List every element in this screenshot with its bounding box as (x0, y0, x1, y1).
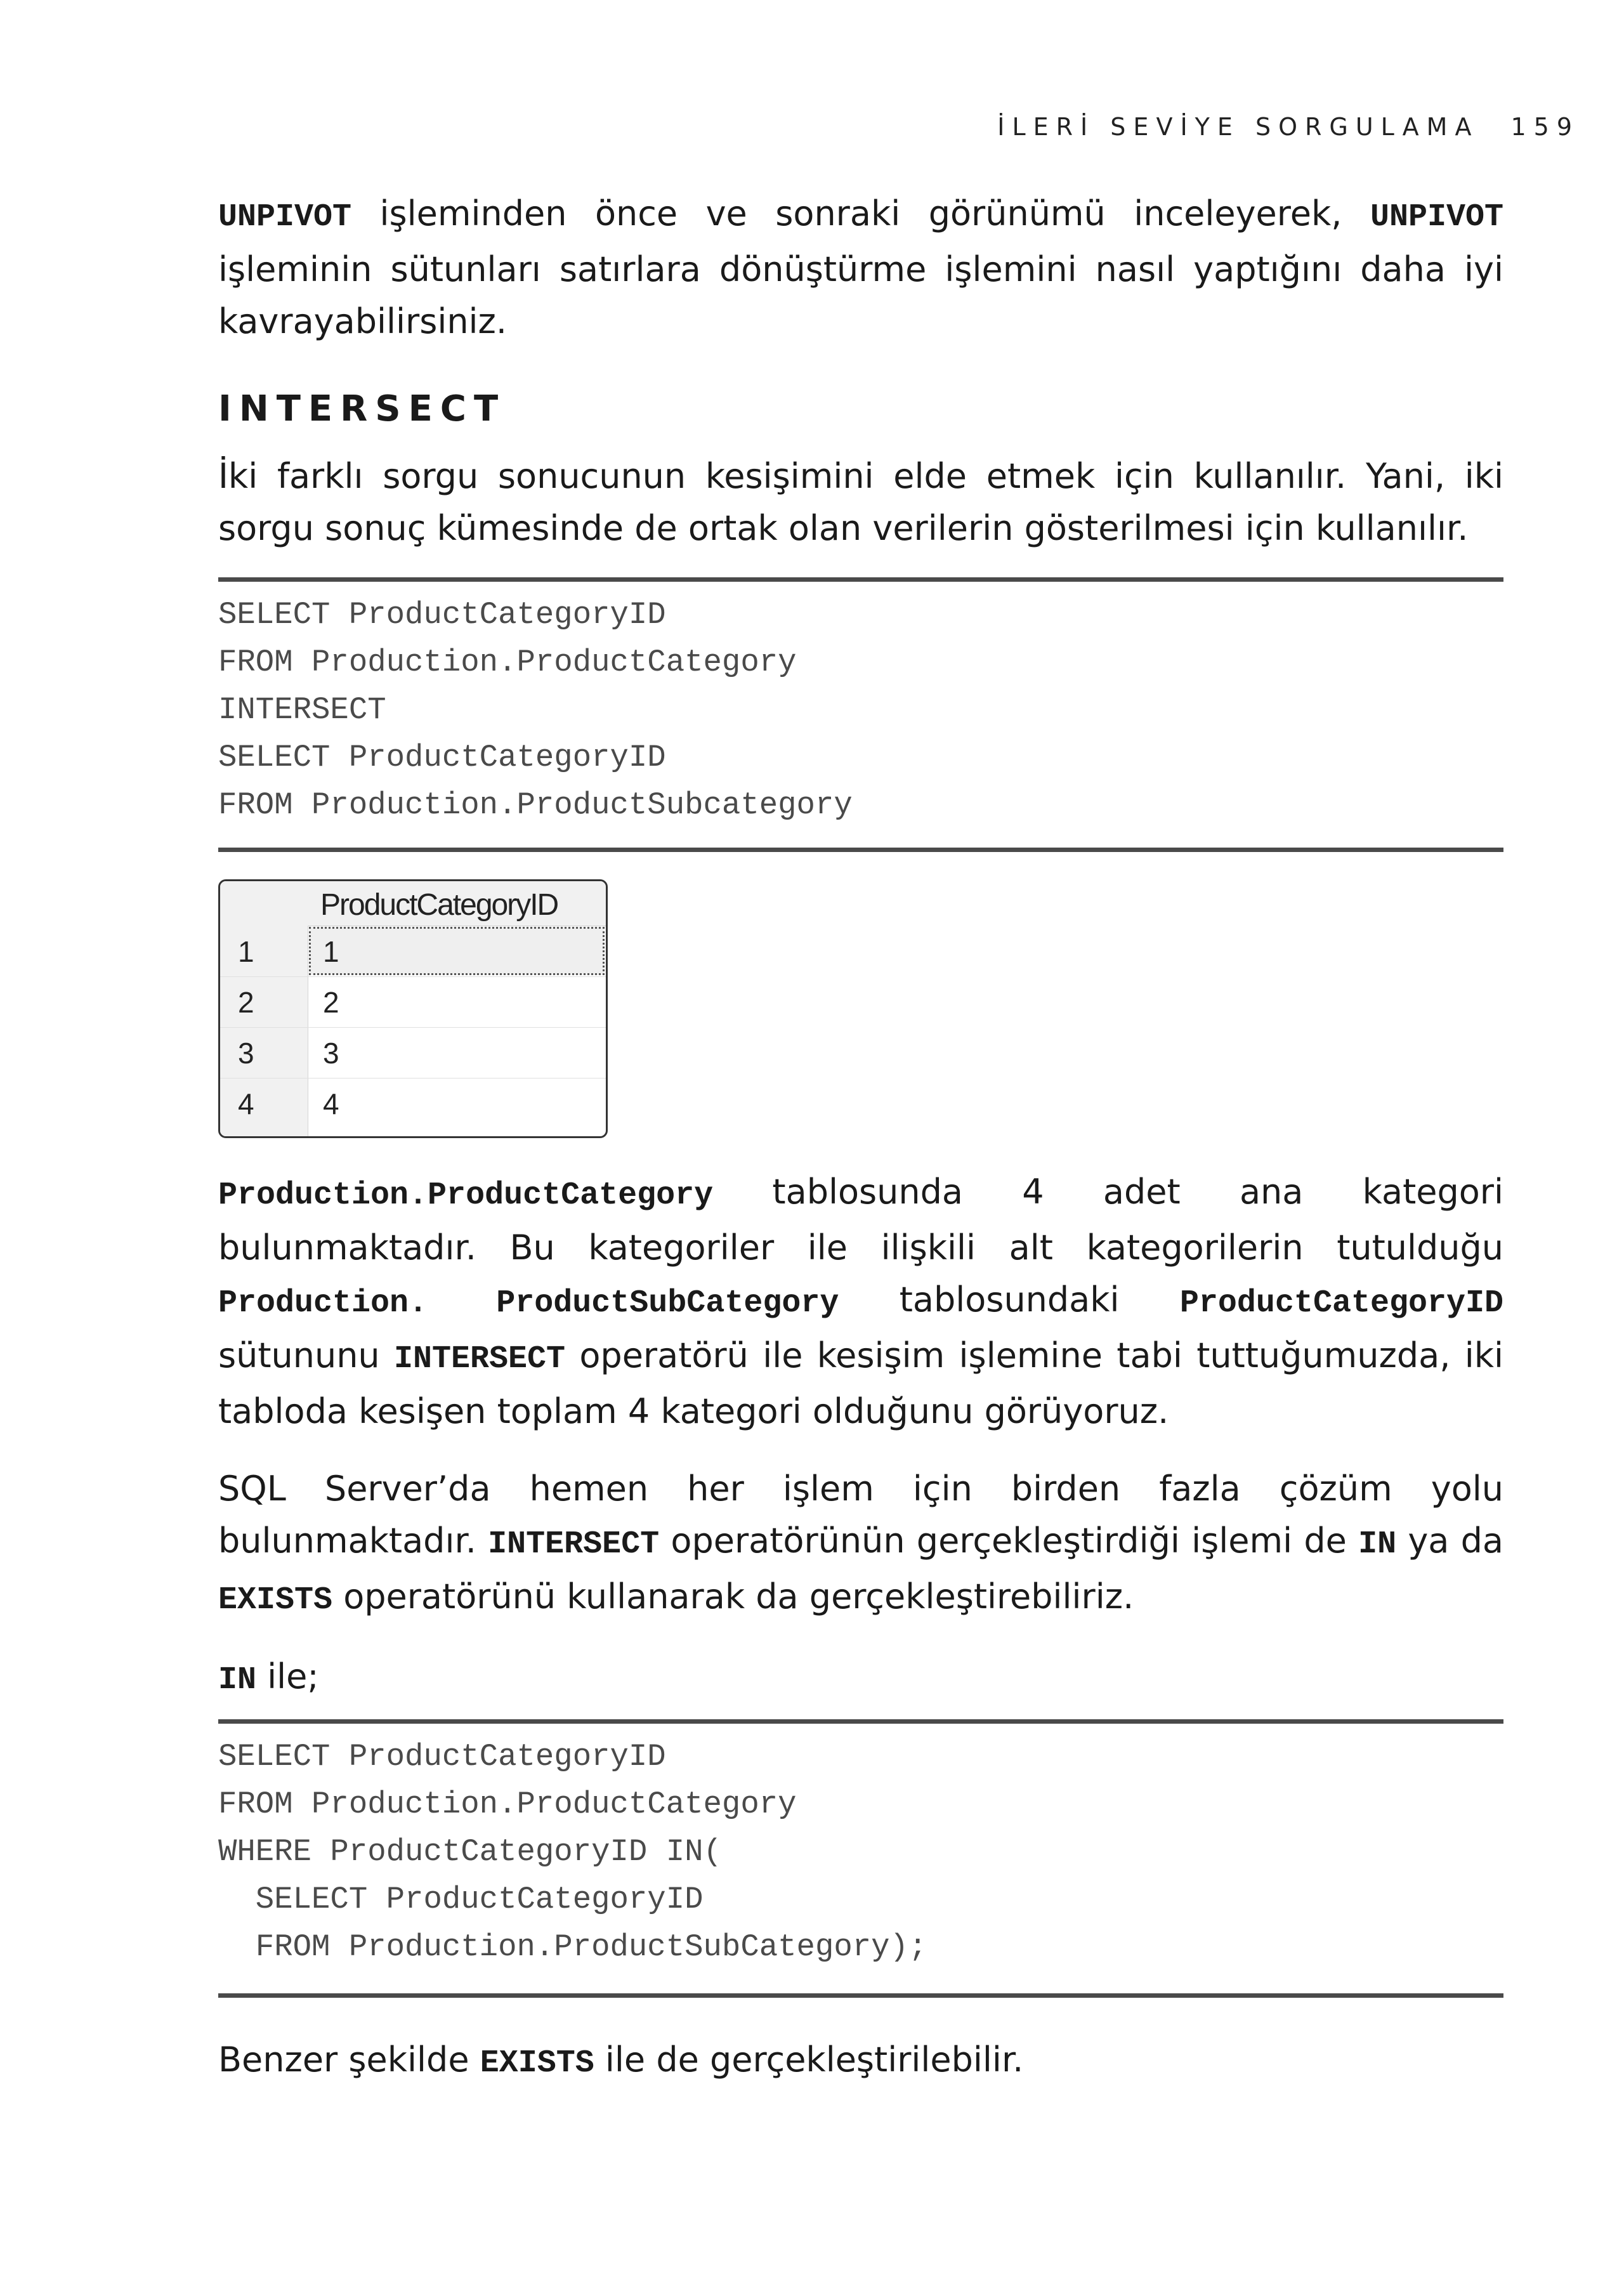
closing-paragraph (218, 2034, 1503, 2090)
inline-code: IN (1358, 1526, 1397, 1563)
inline-code: UNPIVOT (218, 199, 352, 235)
code-line: INTERSECT (218, 692, 386, 728)
inline-code: Production.ProductCategory (218, 1177, 714, 1214)
code-line: FROM Production.ProductCategory (218, 645, 797, 680)
code-rule-top (218, 1719, 1503, 1724)
in-label (218, 1651, 1503, 1707)
inline-code: INTERSECT (394, 1341, 566, 1377)
selected-cell[interactable] (309, 927, 605, 975)
section-heading: INTERSECT (218, 388, 506, 429)
paragraph-text: işleminden önce ve sonraki görünümü inceleyerek, (351, 193, 1370, 233)
code-line: FROM Production.ProductSubCategory); (218, 1929, 927, 1965)
inline-code: ProductCategoryID (1179, 1285, 1503, 1321)
code-rule-top (218, 577, 1503, 582)
inline-code: IN (218, 1662, 257, 1698)
inline-code: EXISTS (480, 2045, 594, 2082)
alternatives-paragraph (218, 1463, 1503, 1627)
code-rule-bottom (218, 848, 1503, 852)
code-block-intersect (218, 591, 1503, 829)
grid-header (220, 881, 606, 926)
paragraph-text: operatörünü kullanarak da gerçekleştirebiliriz. (332, 1577, 1134, 1616)
inline-code: UNPIVOT (1370, 199, 1503, 235)
running-title: İLERİ SEVİYE SORGULAMA (997, 113, 1479, 141)
code-line: FROM Production.ProductSubcategory (218, 787, 853, 823)
intro-paragraph (218, 188, 1503, 348)
paragraph-text: ya da (1396, 1521, 1503, 1561)
paragraph-text: operatörü ile kesişim işlemine tabi tuttuğumuzda, iki tabloda kesişen toplam 4 kategori olduğunu görüyoruz. (218, 1335, 1503, 1431)
code-line: SELECT ProductCategoryID (218, 1882, 704, 1917)
paragraph-text: ile de gerçekleştirilebilir. (594, 2040, 1024, 2080)
page-number: 159 (1510, 113, 1580, 141)
paragraph-text: operatörünün gerçekleştirdiği işlemi de (659, 1521, 1359, 1561)
grid-row[interactable] (220, 976, 606, 1028)
code-line: FROM Production.ProductCategory (218, 1787, 797, 1822)
cell-value: 4 (323, 1087, 339, 1120)
inline-code: Production. ProductSubCategory (218, 1285, 839, 1321)
row-number: 1 (238, 935, 254, 968)
grid-row[interactable] (220, 926, 606, 977)
grid-row[interactable] (220, 1078, 606, 1129)
paragraph-text: ile; (256, 1656, 319, 1696)
row-number: 2 (238, 986, 254, 1019)
paragraph-text: tablosunda 4 adet ana kategori bulunmaktadır. Bu kategoriler ile ilişkili alt kategorilerin tutulduğu (218, 1172, 1503, 1268)
paragraph-text: SQL Server’da hemen her işlem için birden fazla çözüm yolu bulunmaktadır. (218, 1469, 1503, 1561)
code-line: SELECT ProductCategoryID (218, 1739, 666, 1774)
grid-row[interactable] (220, 1027, 606, 1078)
paragraph-text: sütununu (218, 1335, 394, 1375)
cell-value: 2 (323, 986, 339, 1019)
inline-code: INTERSECT (488, 1526, 660, 1563)
cell-value: 1 (323, 935, 339, 968)
paragraph-text: işleminin sütunları satırlara dönüştürme işlemini nasıl yaptığını daha iyi kavrayabilirsiniz. (218, 249, 1503, 341)
code-line: SELECT ProductCategoryID (218, 597, 666, 633)
section-description: İki farklı sorgu sonucunun kesişimini elde etmek için kullanılır. Yani, iki sorgu sonuç kümesinde de ortak olan verilerin gösterilmesi için kullanılır. (218, 456, 1503, 548)
cell-value: 3 (323, 1037, 339, 1070)
paragraph-text: tablosundaki (839, 1280, 1180, 1320)
row-number: 4 (238, 1087, 254, 1120)
results-grid (218, 879, 608, 1138)
code-block-in (218, 1733, 1503, 1971)
row-number: 3 (238, 1037, 254, 1070)
explanation-paragraph (218, 1166, 1503, 1438)
paragraph-text: Benzer şekilde (218, 2040, 480, 2080)
column-header[interactable]: ProductCategoryID (320, 888, 558, 922)
code-rule-bottom (218, 1993, 1503, 1998)
code-line: WHERE ProductCategoryID IN( (218, 1834, 722, 1870)
running-header (997, 113, 1580, 141)
inline-code: EXISTS (218, 1582, 333, 1618)
code-line: SELECT ProductCategoryID (218, 740, 666, 775)
